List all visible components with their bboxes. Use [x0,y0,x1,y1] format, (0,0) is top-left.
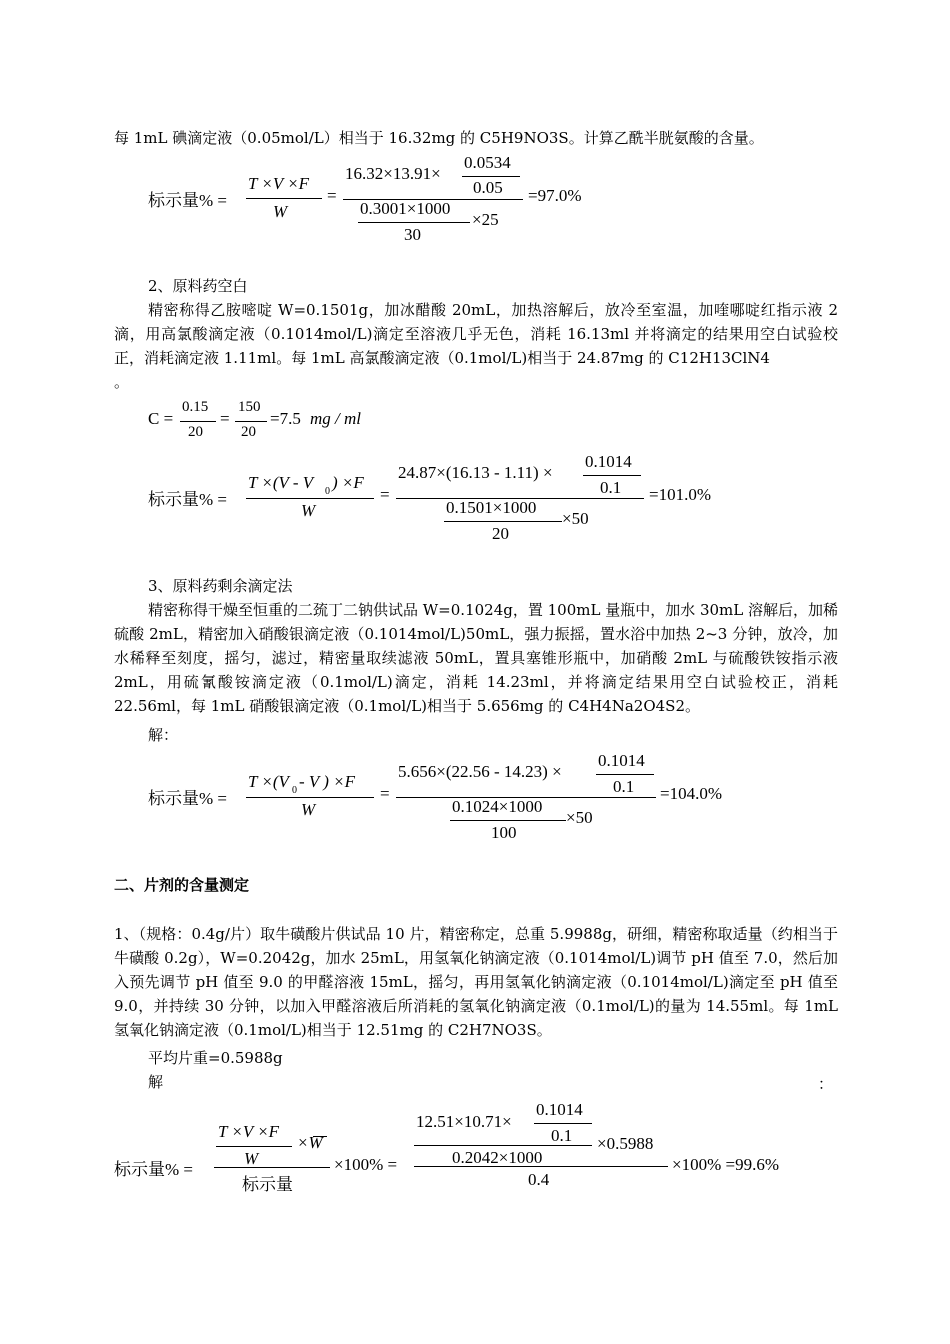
eq4-lhs: 标示量% = [114,1160,193,1179]
eq2-result: =101.0% [649,485,711,504]
eq2-den-mult: ×50 [562,509,589,528]
eq1-lhs: 标示量% = [148,191,227,210]
eq4-num-frac-num: 0.1014 [536,1100,583,1119]
eq4-inner-mult: ×W [297,1133,323,1152]
section-2-title: 2、原料药空白 [148,277,248,295]
eq3-result: =104.0% [660,784,722,803]
eqc-f2-den: 20 [241,424,256,440]
eq3-f-num-sub: 0 [292,785,297,796]
tablet-avg-weight: 平均片重=0.5988g [148,1049,283,1067]
eq3-num-main: 5.656×(22.56 - 14.23) × [398,762,562,781]
eq1-num-frac-den: 0.05 [473,178,503,197]
eq2-den-frac-num: 0.1501×1000 [446,498,537,517]
eqc-lhs: C = [148,409,174,428]
eq2-f-den: W [301,501,316,520]
eq1-eq: = [327,186,337,205]
tablet-jie: 解 [148,1073,164,1091]
eq1-num-frac-num: 0.0534 [464,153,511,172]
eq3-num-frac-num: 0.1014 [598,751,645,770]
eq4-inner-den: W [244,1149,259,1168]
eq4-den-num: 0.2042×1000 [452,1148,543,1167]
section-3-jie: 解： [148,726,179,744]
paragraph-top: 每 1mL 碘滴定液（0.05mol/L）相当于 16.32mg 的 C5H9NO3S。计算乙酰半胱氨酸的含量。 [114,129,764,147]
eq1-f-den: W [273,202,288,221]
eq2-f-num-a: T ×(V - V [248,473,314,492]
eq3-lhs: 标示量% = [148,789,227,808]
section-2-tail: 。 [114,373,130,391]
eq3-den-frac-den: 100 [491,823,517,842]
eq4-num-mult: ×0.5988 [597,1134,654,1153]
eqc-result: =7.5 [270,409,301,428]
eq2-den-frac-den: 20 [492,524,509,543]
eq2-num-main: 24.87×(16.13 - 1.11) × [398,463,553,482]
eq4-outer-den: 标示量 [242,1175,293,1194]
eqc-unit: mg / ml [310,409,361,428]
eq4-num-main: 12.51×10.71× [416,1112,512,1131]
eq1-num-main: 16.32×13.91× [345,164,441,183]
eq3-f-num-a: T ×(V [248,772,289,791]
section-3-title: 3、原料药剩余滴定法 [148,577,293,595]
eq2-num-frac-num: 0.1014 [585,452,632,471]
tablet-body: 1、（规格：0.4g/片）取牛磺酸片供试品 10 片，精密称定，总重 5.9988g，研细，精密称取适量（约相当于牛磺酸 0.2g），W=0.2042g，加水 25mL，用氢氧化钠滴定液（0.1014mol/L)调节 pH 值至 7.0，然后加入预先调节 pH 值至 9.0 的甲醛溶液 15mL，摇匀，再用氢氧化钠滴定液（0.1014mol/L)滴定至 pH 值至 9.0，并持续 30 分钟，以加入甲醛溶液后所消耗的氢氧化钠滴定液（0.1mol/L)的量为 14.55ml。每 1mL 氢氧化钠滴定液（0.1mol/L)相当于 12.51mg 的 C2H7NO3S。 [114,925,838,1039]
eq1-den-mult: ×25 [472,210,499,229]
eq1-f-num: T ×V ×F [248,174,310,193]
section-heading-tablets: 二、片剂的含量测定 [114,876,250,894]
eq2-f-num-b: ) ×F [332,473,364,492]
eq4-inner-num: T ×V ×F [218,1122,280,1141]
eq2-f-num-sub: 0 [325,486,330,497]
eq3-f-num-b: - V ) ×F [299,772,356,791]
eq3-num-frac-den: 0.1 [613,777,635,796]
eq3-eq: = [380,784,390,803]
eq3-den-frac-num: 0.1024×1000 [452,797,543,816]
eq3-f-den: W [301,800,316,819]
eq4-num-frac-den: 0.1 [551,1126,573,1145]
eq2-eq: = [380,485,390,504]
section-2-body: 精密称得乙胺嘧啶 W=0.1501g，加冰醋酸 20mL，加热溶解后，放冷至室温，加喹哪啶红指示液 2 滴，用高氯酸滴定液（0.1014mol/L)滴定至溶液几乎无色，消耗 16.13ml 并将滴定的结果用空白试验校正，消耗滴定液 1.11ml。每 1mL 高氯酸滴定液（0.1mol/L)相当于 24.87mg 的 C12H13ClN4 [114,301,838,367]
tablet-colon: ： [818,1075,834,1093]
eqc-f2-num: 150 [238,399,261,415]
eq2-num-frac-den: 0.1 [600,478,622,497]
eq1-den-frac-den: 30 [404,225,421,244]
eq1-den-frac-num: 0.3001×1000 [360,199,451,218]
eq3-den-mult: ×50 [566,808,593,827]
eq4-den-den: 0.4 [528,1170,550,1189]
eq2-lhs: 标示量% = [148,490,227,509]
eqc-f1-num: 0.15 [182,399,209,415]
eq1-result: =97.0% [528,186,582,205]
eqc-eq2: = [220,409,230,428]
eq4-result: ×100% =99.6% [672,1155,779,1174]
eqc-f1-den: 20 [188,424,203,440]
section-3-body: 精密称得干燥至恒重的二巯丁二钠供试品 W=0.1024g，置 100mL 量瓶中，加水 30mL 溶解后，加稀硫酸 2mL，精密加入硝酸银滴定液（0.1014mol/L)50mL，强力振摇，置水浴中加热 2~3 分钟，放冷，加水稀释至刻度，摇匀，滤过，精密量取续滤液 50mL，置具塞锥形瓶中，加硝酸 2mL 与硫酸铁铵指示液 2mL，用硫氰酸铵滴定液（0.1mol/L)滴定，消耗 14.23ml，并将滴定结果用空白试验校正，消耗 22.56ml，每 1mL 硝酸银滴定液（0.1mol/L)相当于 5.656mg 的 C4H4Na2O4S2。 [114,601,839,715]
eq4-pct1: ×100% = [334,1155,398,1174]
